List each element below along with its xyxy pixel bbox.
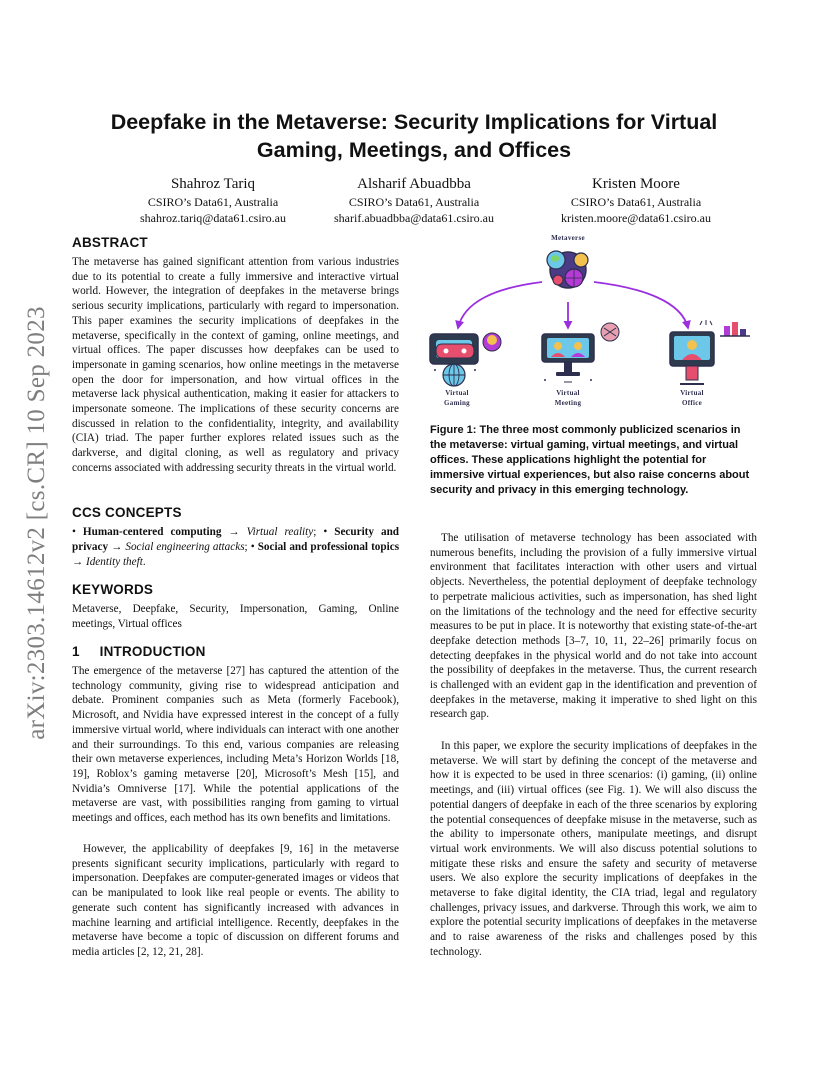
- metaverse-label: Metaverse: [551, 234, 585, 242]
- gaming-label-1: Virtual: [445, 389, 469, 397]
- right-paragraph-1: The utilisation of metaverse technology has been associated with numerous benefits, including the provision of a fully immersive virtual environment that facilitates interaction with other users and virtual objects. Nevertheless, the potential deployment of deepfake technology to perpetrate malicious activities, such as impersonation, has shed light on the limitations of the technology and the need for effective security measures to be put in place. It is noteworthy that existing state-of-the-art deepfake detection methods [3–7, 10, 11, 22–26] primarily focus on detecting deepfakes in the physical world and do not take into account the possibility of deepfakes in the metaverse. Thus, the current research is challenged with an evident gap in the identification and prevention of deepfakes in the metaverse, making it imperative to shed light on this research gap.: [430, 532, 757, 721]
- arrow-to-gaming: [458, 282, 542, 328]
- keywords-text: Metaverse, Deepfake, Security, Impersonation, Gaming, Online meetings, Virtual offices: [72, 603, 399, 630]
- right-paragraph-2: In this paper, we explore the security implications of deepfakes in the metaverse. We will start by defining the concept of the metaverse and how it is expected to be used in three scenarios: (i) gaming, (ii) online meetings, and (iii) virtual offices (see Fig. 1). We will also discuss the potential dangers of deepfake in each of the three scenarios by exploring the potential consequences of deepfake misuse in the metaverse, such as the ability to impersonate others, manipulate meetings, and disrupt virtual work environments. We will also discuss potential solutions to mitigate these risks and ensure the safety and security of metaverse users. We also explore the security implications of deepfakes in the metaverse to fake digital identity, the CIA triad, legal and regulatory challenges, privacy issues, and darkverse. Through this work, we aim to explore the potential security implications of deepfakes in the metaverse and to raise awareness of the risks and challenges posed by this technology.: [430, 740, 757, 958]
- author-affiliation: CSIRO’s Data61, Australia: [348, 195, 480, 209]
- figure-1: [424, 230, 760, 415]
- title-line-2: Gaming, Meetings, and Offices: [256, 138, 572, 162]
- title-line-1: Deepfake in the Metaverse: Security Implications for Virtual: [110, 110, 718, 134]
- intro-paragraph-2: However, the applicability of deepfakes [9, 16] in the metaverse presents significant security implications, particularly with regard to impersonation. Deepfakes are computer-generated images or videos that can be manipulated to look like real people or events. The ability to generate such content has significantly increased with advances in machine learning and artificial intelligence. Recently, deepfakes in the metaverse have become a topic of discussion on different forums and media articles [2, 12, 21, 28].: [72, 843, 399, 958]
- intro-paragraph-1: The emergence of the metaverse [27] has captured the attention of the technology community, giving rise to widespread anticipation and debate. Prominent companies such as Meta (formerly Facebook), Microsoft, and Nvidia have expressed interest in the concept of a fully immersive virtual world, where individuals can interact with one another and their surroundings. To this end, various companies are releasing their own metaverse experiences, including Meta’s Horizon Worlds [18, 19], Roblox’s gaming metaverse [20], Microsoft’s Mesh [15], and Nvidia’s Omniverse [17]. While the potential applications of the metaverse are vast, with possibilities ranging from gaming to virtual meetings and offices, each method has its own benefits and limitations.: [72, 665, 399, 825]
- ccs-heading: CCS CONCEPTS: [72, 505, 182, 520]
- author-name: Alsharif Abuadbba: [357, 176, 471, 192]
- office-label-1: Virtual: [680, 389, 704, 397]
- author-name: Shahroz Tariq: [170, 176, 256, 192]
- figure-caption: Figure 1: The three most commonly publicized scenarios in the metaverse: virtual gaming, virtual meetings, and virtual offices. These applications highlight the potential for immersive virtual experiences, but also raise concerns about security and privacy in this emerging technology.: [430, 424, 750, 496]
- meeting-label-1: Virtual: [556, 389, 580, 397]
- section-title: INTRODUCTION: [99, 644, 206, 659]
- ccs-concepts: • Human-centered computing → Virtual reality; • Security and privacy → Social engineering attacks; • Social and professional topics → Identity theft.: [72, 526, 400, 568]
- intro-heading: [72, 644, 206, 659]
- abstract-heading: ABSTRACT: [72, 235, 148, 250]
- author-affiliation: CSIRO’s Data61, Australia: [147, 195, 279, 209]
- abstract-text: The metaverse has gained significant attention from various industries due to its potential to create a fully immersive and interactive virtual world. However, the integration of deepfakes in the metaverse brings serious security implications, particularly with regard to impersonation. This paper examines the security implications of deepfakes in the metaverse, specifically in the context of gaming, online meetings, and virtual offices. The paper discusses how deepfakes can be used to impersonate in gaming scenarios, how online meetings in the metaverse open the door for impersonation, and how virtual offices in the metaverse lack physical authentication, making it easier for attackers to impersonate someone. The implications of these security concerns are discussed in relation to the confidentiality, integrity, and availability (CIA) triad. The paper further explores related issues such as the darkverse, and digital cloning, as well as regulatory and privacy concerns associated with addressing security threats in the virtual world.: [72, 256, 399, 474]
- office-label-2: Office: [681, 399, 703, 407]
- author-email: kristen.moore@data61.csiro.au: [560, 211, 711, 225]
- ccs-relation-3: Identity theft: [85, 556, 143, 568]
- gaming-label-2: Gaming: [444, 399, 470, 407]
- metaverse-globe-icon: [547, 251, 588, 288]
- meeting-label-2: Meeting: [554, 399, 582, 407]
- keywords-heading: KEYWORDS: [72, 582, 154, 597]
- author-1: [98, 175, 328, 226]
- meeting-icon: [542, 323, 619, 382]
- ccs-concept-1: Human-centered computing: [82, 526, 222, 538]
- arxiv-stamp: arXiv:2303.14612v2 [cs.CR] 10 Sep 2023: [23, 306, 50, 740]
- author-name: Kristen Moore: [592, 176, 680, 192]
- author-affiliation: CSIRO’s Data61, Australia: [570, 195, 702, 209]
- arrow-to-office: [594, 282, 688, 328]
- author-email: sharif.abuadbba@data61.csiro.au: [334, 211, 494, 225]
- ccs-relation-1: Virtual reality: [246, 526, 314, 538]
- ccs-concept-3: Social and professional topics: [257, 541, 400, 553]
- section-number: 1: [72, 644, 80, 659]
- author-3: [521, 175, 751, 226]
- author-2: [299, 175, 529, 226]
- author-email: shahroz.tariq@data61.csiro.au: [140, 211, 286, 225]
- ccs-concept-2: Security and privacy: [72, 526, 400, 553]
- paper-title: [72, 108, 756, 164]
- gaming-icon: [430, 333, 501, 386]
- office-icon: [670, 320, 750, 384]
- ccs-relation-2: Social engineering attacks: [125, 541, 245, 553]
